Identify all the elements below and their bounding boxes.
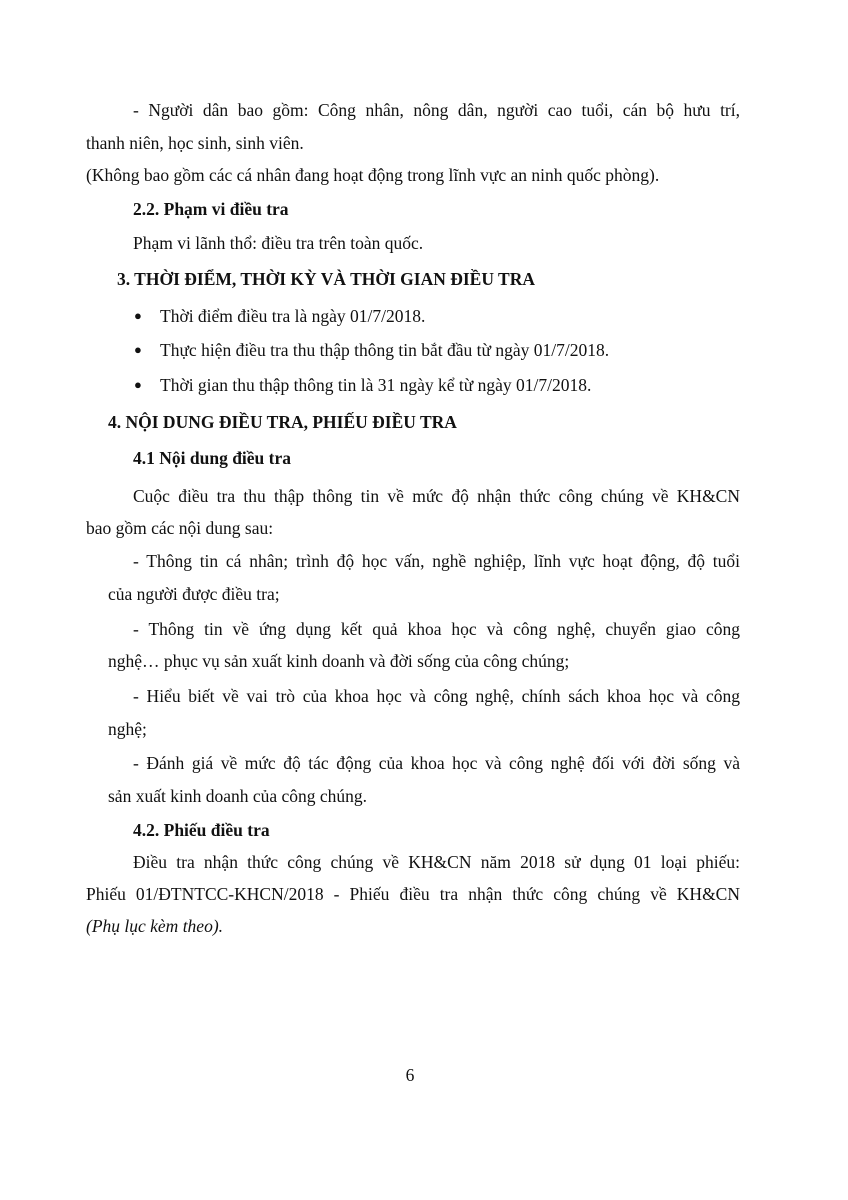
list-item-line: nghệ;	[108, 719, 147, 739]
list-item-line: sản xuất kinh doanh của công chúng.	[108, 786, 368, 806]
paragraph-line: - Người dân bao gồm: Công nhân, nông dân, người cao tuổi, cán bộ hưu trí,	[133, 100, 740, 120]
bullet-item: Thời điểm điều tra là ngày 01/7/2018.	[160, 306, 426, 326]
list-item-line: - Thông tin cá nhân; trình độ học vấn, nghề nghiệp, lĩnh vực hoạt động, độ tuổi	[133, 551, 740, 571]
paragraph-line: Điều tra nhận thức công chúng về KH&CN năm 2018 sử dụng 01 loại phiếu:	[133, 852, 740, 872]
bullet-item: Thời gian thu thập thông tin là 31 ngày kể từ ngày 01/7/2018.	[160, 375, 592, 395]
scope-text: Phạm vi lãnh thổ: điều tra trên toàn quốc.	[133, 233, 424, 253]
heading-4-1: 4.1 Nội dung điều tra	[133, 448, 292, 468]
bullet-icon: ●	[134, 308, 142, 323]
list-item-line: của người được điều tra;	[108, 584, 280, 604]
list-item-line: nghệ… phục vụ sản xuất kinh doanh và đời sống của công chúng;	[108, 651, 570, 671]
bullet-icon: ●	[134, 342, 142, 357]
paragraph-line: Phiếu 01/ĐTNTCC-KHCN/2018 - Phiếu điều tra nhận thức công chúng về KH&CN	[86, 884, 740, 904]
heading-4: 4. NỘI DUNG ĐIỀU TRA, PHIẾU ĐIỀU TRA	[108, 412, 457, 432]
heading-2-2: 2.2. Phạm vi điều tra	[133, 199, 289, 219]
page-number: 6	[405, 1065, 415, 1085]
heading-4-2: 4.2. Phiếu điều tra	[133, 820, 270, 840]
paragraph-line: bao gồm các nội dung sau:	[86, 518, 274, 538]
paragraph-line: thanh niên, học sinh, sinh viên.	[86, 133, 304, 153]
bullet-item: Thực hiện điều tra thu thập thông tin bắt đầu từ ngày 01/7/2018.	[160, 340, 610, 360]
list-item-line: - Hiểu biết về vai trò của khoa học và công nghệ, chính sách khoa học và công	[133, 686, 740, 706]
paragraph-line: Cuộc điều tra thu thập thông tin về mức độ nhận thức công chúng về KH&CN	[133, 486, 740, 506]
bullet-icon: ●	[134, 377, 142, 392]
paragraph-line: (Phụ lục kèm theo).	[86, 916, 224, 936]
list-item-line: - Đánh giá về mức độ tác động của khoa học và công nghệ đối với đời sống và	[133, 753, 740, 773]
list-item-line: - Thông tin về ứng dụng kết quả khoa học và công nghệ, chuyển giao công	[133, 619, 740, 639]
paragraph-note: (Không bao gồm các cá nhân đang hoạt động trong lĩnh vực an ninh quốc phòng).	[86, 165, 660, 185]
heading-3: 3. THỜI ĐIỂM, THỜI KỲ VÀ THỜI GIAN ĐIỀU TRA	[117, 269, 535, 289]
